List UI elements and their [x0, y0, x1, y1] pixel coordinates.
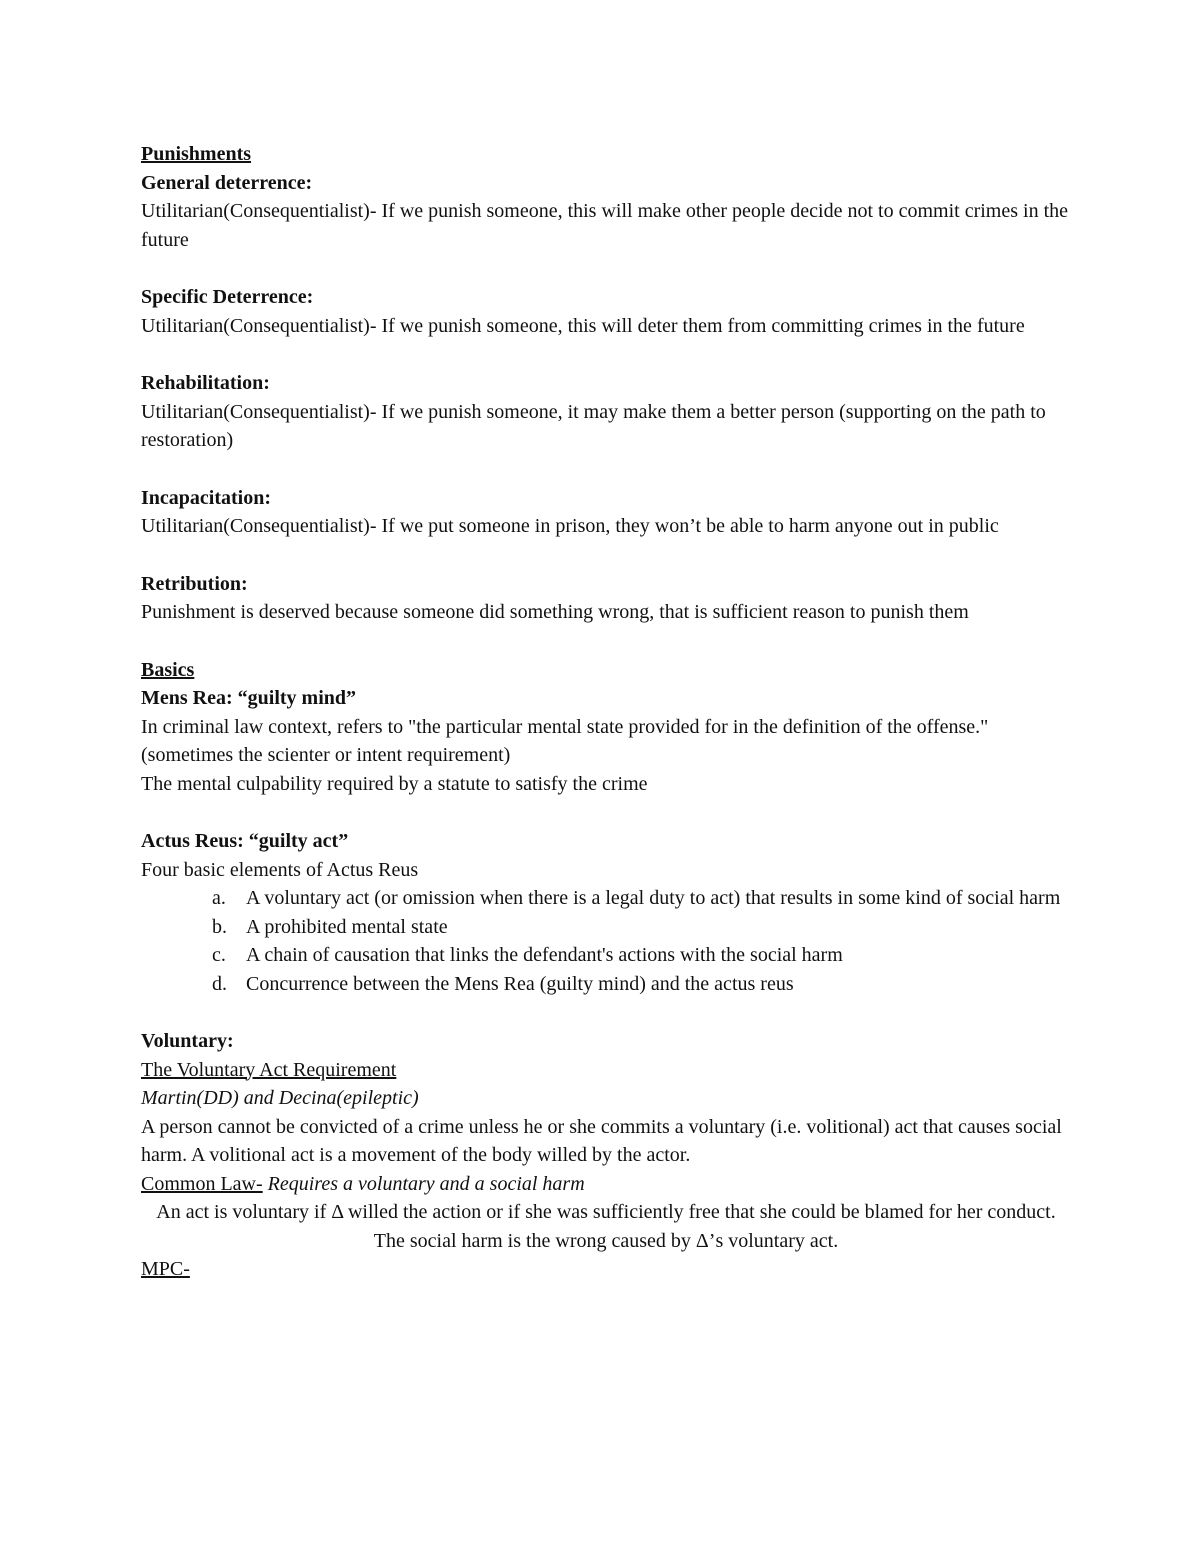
list-item-label: a. [212, 887, 226, 909]
mens-rea-culpability: The mental culpability required by a statute to satisfy the crime [141, 772, 648, 795]
list-item-text: A chain of causation that links the defendant's actions with the social harm [246, 944, 843, 966]
incapacitation-heading: Incapacitation: [141, 486, 271, 509]
voluntary-act-requirement: The Voluntary Act Requirement [141, 1058, 397, 1081]
document-body [141, 140, 1071, 1284]
specific-deterrence-text: Utilitarian(Consequentialist)- If we punish someone, this will deter them from committing crimes in the future [141, 314, 1025, 337]
common-law-label: Common Law- [141, 1172, 263, 1195]
actus-reus-elements-list [141, 884, 1071, 998]
common-law-line [141, 1170, 1071, 1199]
list-item-label: c. [212, 944, 226, 966]
rehabilitation-text: Utilitarian(Consequentialist)- If we punish someone, it may make them a better person (supporting on the path to restoration) [141, 400, 1046, 451]
list-item [141, 913, 1071, 942]
mens-rea-definition: In criminal law context, refers to "the particular mental state provided for in the definition of the offense." (sometimes the scienter or intent requirement) [141, 715, 989, 766]
specific-deterrence-heading: Specific Deterrence: [141, 286, 314, 308]
list-item [141, 970, 1071, 999]
list-item-text: A prohibited mental state [246, 915, 448, 938]
actus-reus-intro: Four basic elements of Actus Reus [141, 858, 419, 881]
general-deterrence-text: Utilitarian(Consequentialist)- If we punish someone, this will make other people decide not to commit crimes in the future [141, 200, 1069, 251]
actus-reus-heading: Actus Reus: “guilty act” [141, 830, 349, 852]
incapacitation-text: Utilitarian(Consequentialist)- If we put someone in prison, they won’t be able to harm anyone out in public [141, 515, 999, 537]
voluntary-text: A person cannot be convicted of a crime unless he or she commits a voluntary (i.e. volitional) act that causes social harm. A volitional act is a movement of the body willed by the actor. [141, 1115, 1062, 1166]
list-item-label: b. [212, 915, 227, 938]
basics-title: Basics [141, 658, 195, 681]
rehabilitation-heading: Rehabilitation: [141, 372, 270, 394]
list-item-text: A voluntary act (or omission when there is a legal duty to act) that results in some kind of social harm [246, 887, 1061, 909]
general-deterrence-heading: General deterrence: [141, 171, 313, 194]
list-item [141, 941, 1071, 970]
retribution-heading: Retribution: [141, 572, 248, 595]
punishments-title: Punishments [141, 143, 252, 165]
retribution-text: Punishment is deserved because someone did something wrong, that is sufficient reason to punish them [141, 601, 969, 623]
mpc-label: MPC- [141, 1258, 190, 1280]
voluntary-act-definition: An act is voluntary if Δ willed the action or if she was sufficiently free that she could be blamed for her conduct. The social harm is the wrong caused by Δ’s voluntary act. [156, 1201, 1056, 1252]
mens-rea-heading: Mens Rea: “guilty mind” [141, 687, 356, 709]
voluntary-heading: Voluntary: [141, 1030, 234, 1052]
list-item [141, 884, 1071, 913]
list-item-label: d. [212, 972, 227, 995]
voluntary-cases: Martin(DD) and Decina(epileptic) [141, 1087, 419, 1109]
list-item-text: Concurrence between the Mens Rea (guilty mind) and the actus reus [246, 972, 794, 995]
common-law-text: Requires a voluntary and a social harm [262, 1172, 585, 1195]
